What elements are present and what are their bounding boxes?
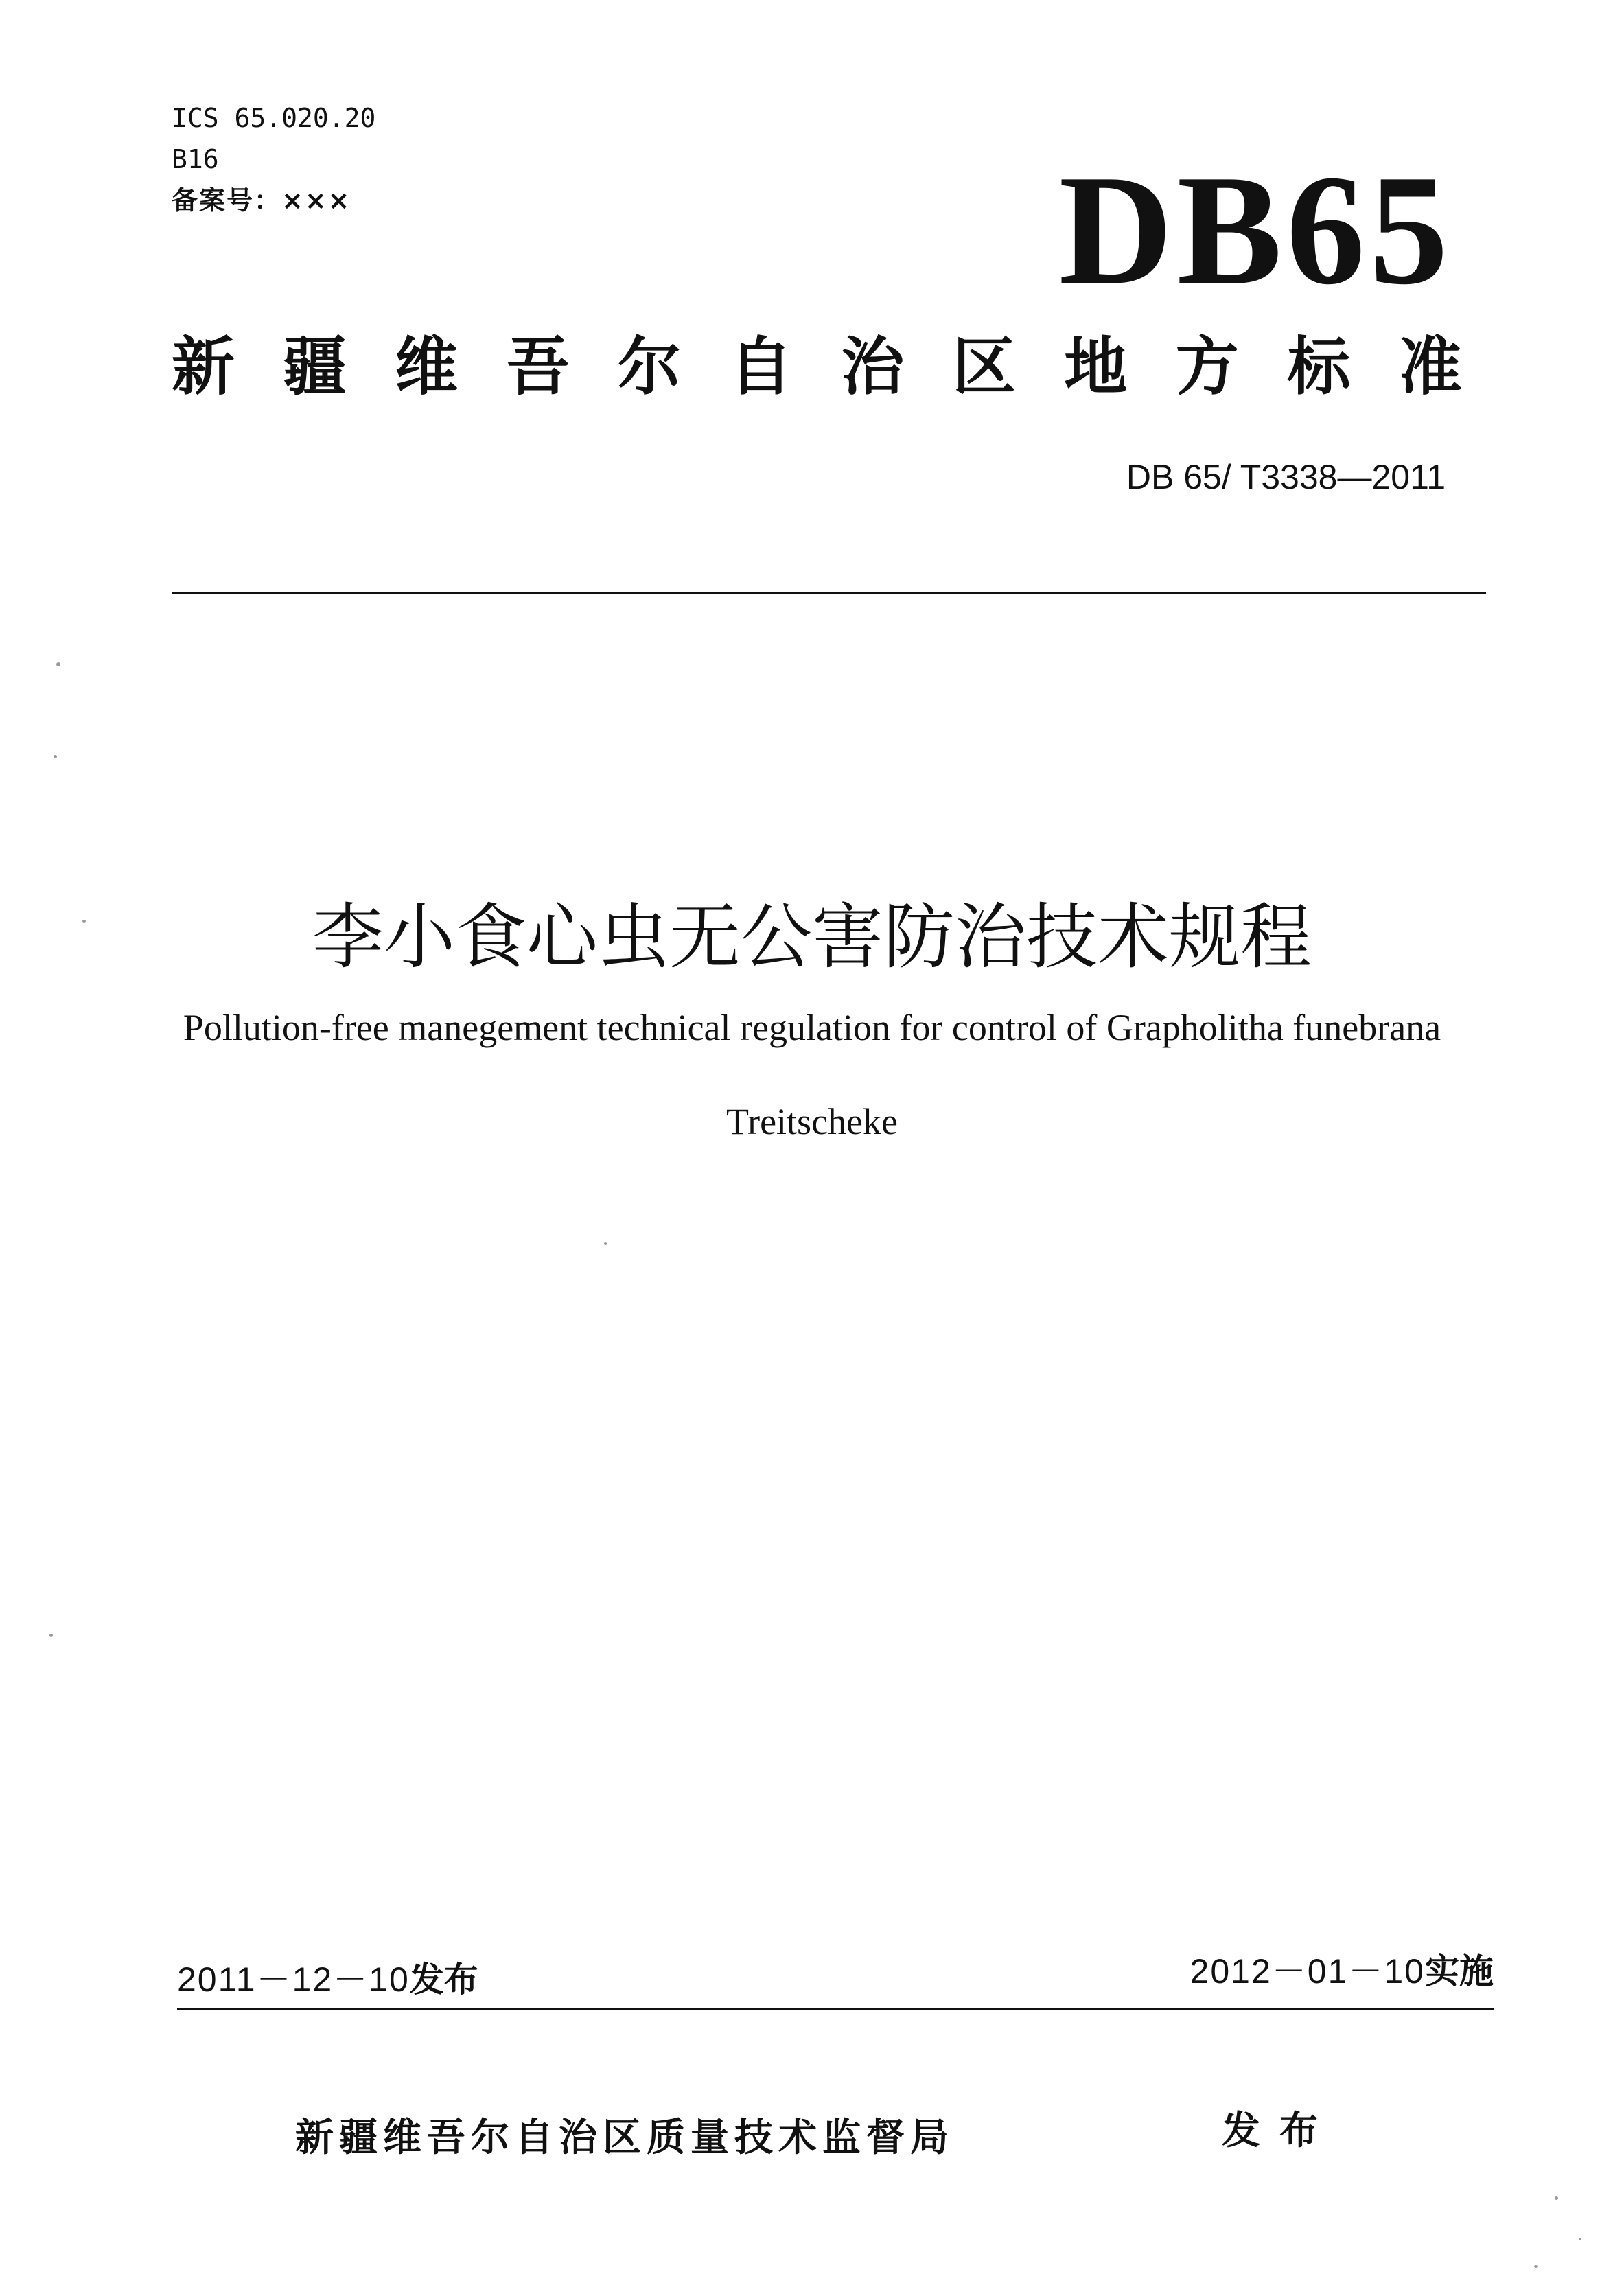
- heading-char: 方: [1175, 330, 1239, 404]
- scan-speck: [82, 920, 86, 923]
- footer-divider: [177, 2008, 1494, 2010]
- document-title-cn: 李小食心虫无公害防治技术规程: [312, 895, 1312, 979]
- scan-speck: [604, 1242, 607, 1245]
- ics-code: ICS 65.020.20: [172, 103, 376, 133]
- scan-speck: [1555, 2196, 1558, 2200]
- issuing-authority: 新疆维吾尔自治区质量技术监督局: [295, 2115, 954, 2160]
- ccs-code: B16: [172, 144, 219, 174]
- scan-speck: [56, 662, 60, 666]
- document-title-en: Pollution-free manegement technical regulation for control of Grapholitha funebrana: [183, 1007, 1441, 1048]
- heading-char: 治: [841, 330, 905, 404]
- issue-date: 2011－12－10: [177, 1960, 410, 1999]
- heading-char: 疆: [283, 330, 347, 404]
- heading-char: 吾: [506, 330, 570, 404]
- scan-speck: [54, 755, 57, 758]
- standard-number: DB 65/ T3338—2011: [1126, 458, 1446, 496]
- heading-char: 自: [729, 330, 793, 404]
- scan-speck: [49, 1634, 53, 1637]
- heading-char: 新: [172, 330, 235, 404]
- heading-char: 标: [1287, 330, 1351, 404]
- scan-speck: [1579, 2238, 1581, 2240]
- implement-label: 实施: [1425, 1951, 1494, 1991]
- date-row: [177, 1953, 1494, 2008]
- heading-char: 维: [395, 330, 459, 404]
- document-title-en-continued: Treitscheke: [726, 1101, 898, 1142]
- implement-date-block: [1190, 1947, 1494, 1995]
- standard-code-logo: DB65: [1058, 142, 1452, 317]
- issuer-row: [295, 2104, 1366, 2172]
- heading-char: 地: [1064, 330, 1128, 404]
- issue-date-block: [177, 1956, 478, 2004]
- header-divider: [172, 592, 1486, 594]
- heading-char: 准: [1398, 330, 1462, 404]
- implement-date: 2012－01－10: [1190, 1952, 1425, 1991]
- heading-char: 尔: [618, 330, 682, 404]
- standard-type-heading: [172, 329, 1462, 405]
- filing-number: 备案号：×××: [172, 185, 351, 216]
- scan-speck: [1534, 2265, 1538, 2268]
- issue-label: 发布: [409, 1960, 478, 1999]
- heading-char: 区: [952, 330, 1016, 404]
- issue-word: 发布: [1222, 2109, 1337, 2153]
